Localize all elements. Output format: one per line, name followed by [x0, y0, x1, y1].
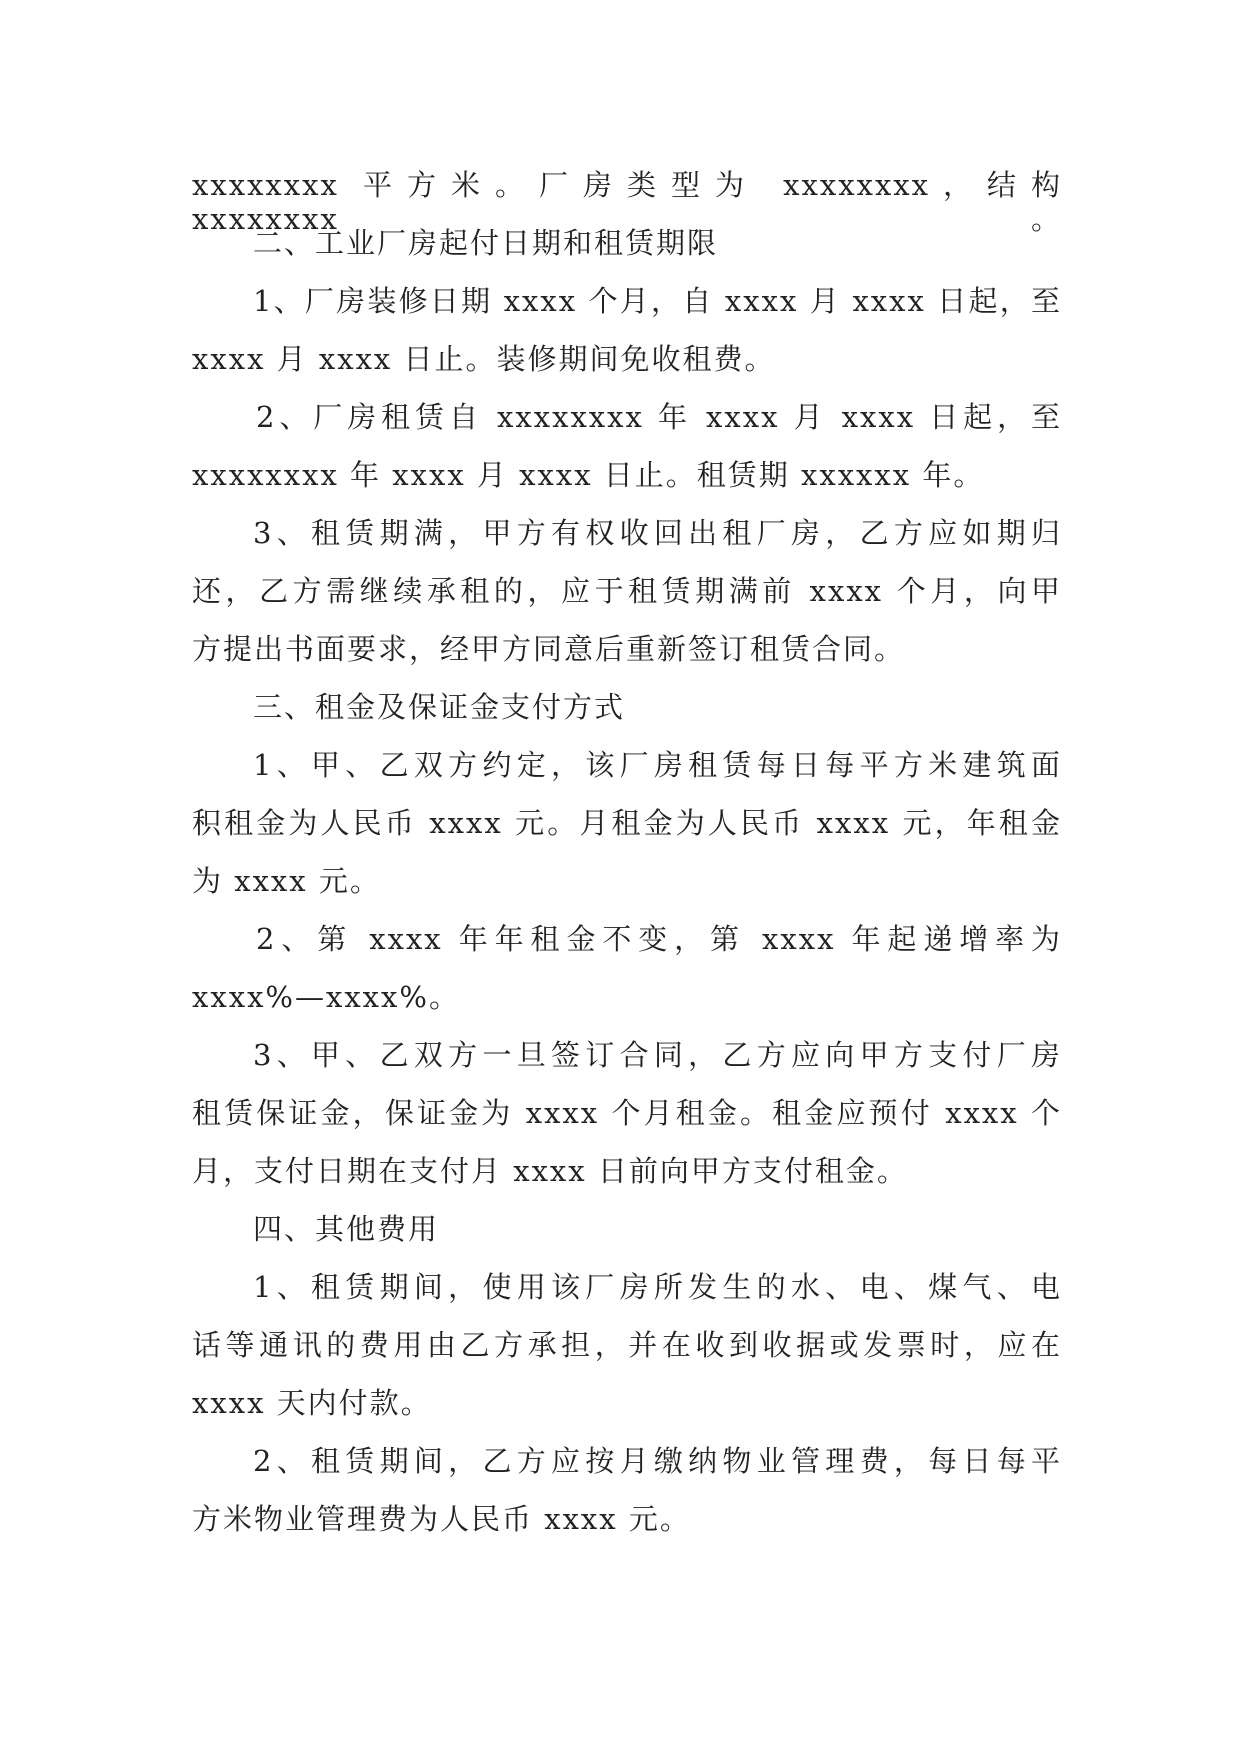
- text-line: 积租金为人民币 xxxx 元。月租金为人民币 xxxx 元，年租金: [192, 806, 1062, 840]
- text-line: 话等通讯的费用由乙方承担，并在收到收据或发票时，应在: [192, 1328, 1062, 1362]
- text-line: xxxx 月 xxxx 日止。装修期间免收租费。: [192, 342, 776, 376]
- text-line: 方提出书面要求，经甲方同意后重新签订租赁合同。: [192, 632, 906, 666]
- section-heading: 三、租金及保证金支付方式: [253, 690, 626, 724]
- text-line: 3、甲、乙双方一旦签订合同，乙方应向甲方支付厂房: [253, 1038, 1062, 1072]
- text-line: xxxxxxxx 平方米。厂房类型为 xxxxxxxx，结构 xxxxxxxx。: [192, 168, 1062, 236]
- text-line: xxxx%—xxxx%。: [192, 980, 460, 1014]
- text-line: 还，乙方需继续承租的，应于租赁期满前 xxxx 个月，向甲: [192, 574, 1062, 608]
- text-line: 租赁保证金，保证金为 xxxx 个月租金。租金应预付 xxxx 个: [192, 1096, 1062, 1130]
- text-line: 2、厂房租赁自 xxxxxxxx 年 xxxx 月 xxxx 日起，至: [256, 400, 1062, 434]
- text-line: 为 xxxx 元。: [192, 864, 381, 898]
- text-line: xxxxxxxx 年 xxxx 月 xxxx 日止。租赁期 xxxxxx 年。: [192, 458, 985, 492]
- text-line: xxxx 天内付款。: [192, 1386, 432, 1420]
- text-line: 月，支付日期在支付月 xxxx 日前向甲方支付租金。: [192, 1154, 908, 1188]
- text-line: 方米物业管理费为人民币 xxxx 元。: [192, 1502, 691, 1536]
- text-line: 1、厂房装修日期 xxxx 个月，自 xxxx 月 xxxx 日起，至: [253, 284, 1062, 318]
- section-heading: 四、其他费用: [253, 1212, 440, 1246]
- text-line: 1、甲、乙双方约定，该厂房租赁每日每平方米建筑面: [253, 748, 1062, 782]
- section-heading: 二、工业厂房起付日期和租赁期限: [253, 226, 719, 260]
- text-line: 2、租赁期间，乙方应按月缴纳物业管理费，每日每平: [253, 1444, 1062, 1478]
- text-line: 2、第 xxxx 年年租金不变，第 xxxx 年起递增率为: [256, 922, 1062, 956]
- text-line: 1、租赁期间，使用该厂房所发生的水、电、煤气、电: [253, 1270, 1062, 1304]
- text-line: 3、租赁期满，甲方有权收回出租厂房，乙方应如期归: [253, 516, 1062, 550]
